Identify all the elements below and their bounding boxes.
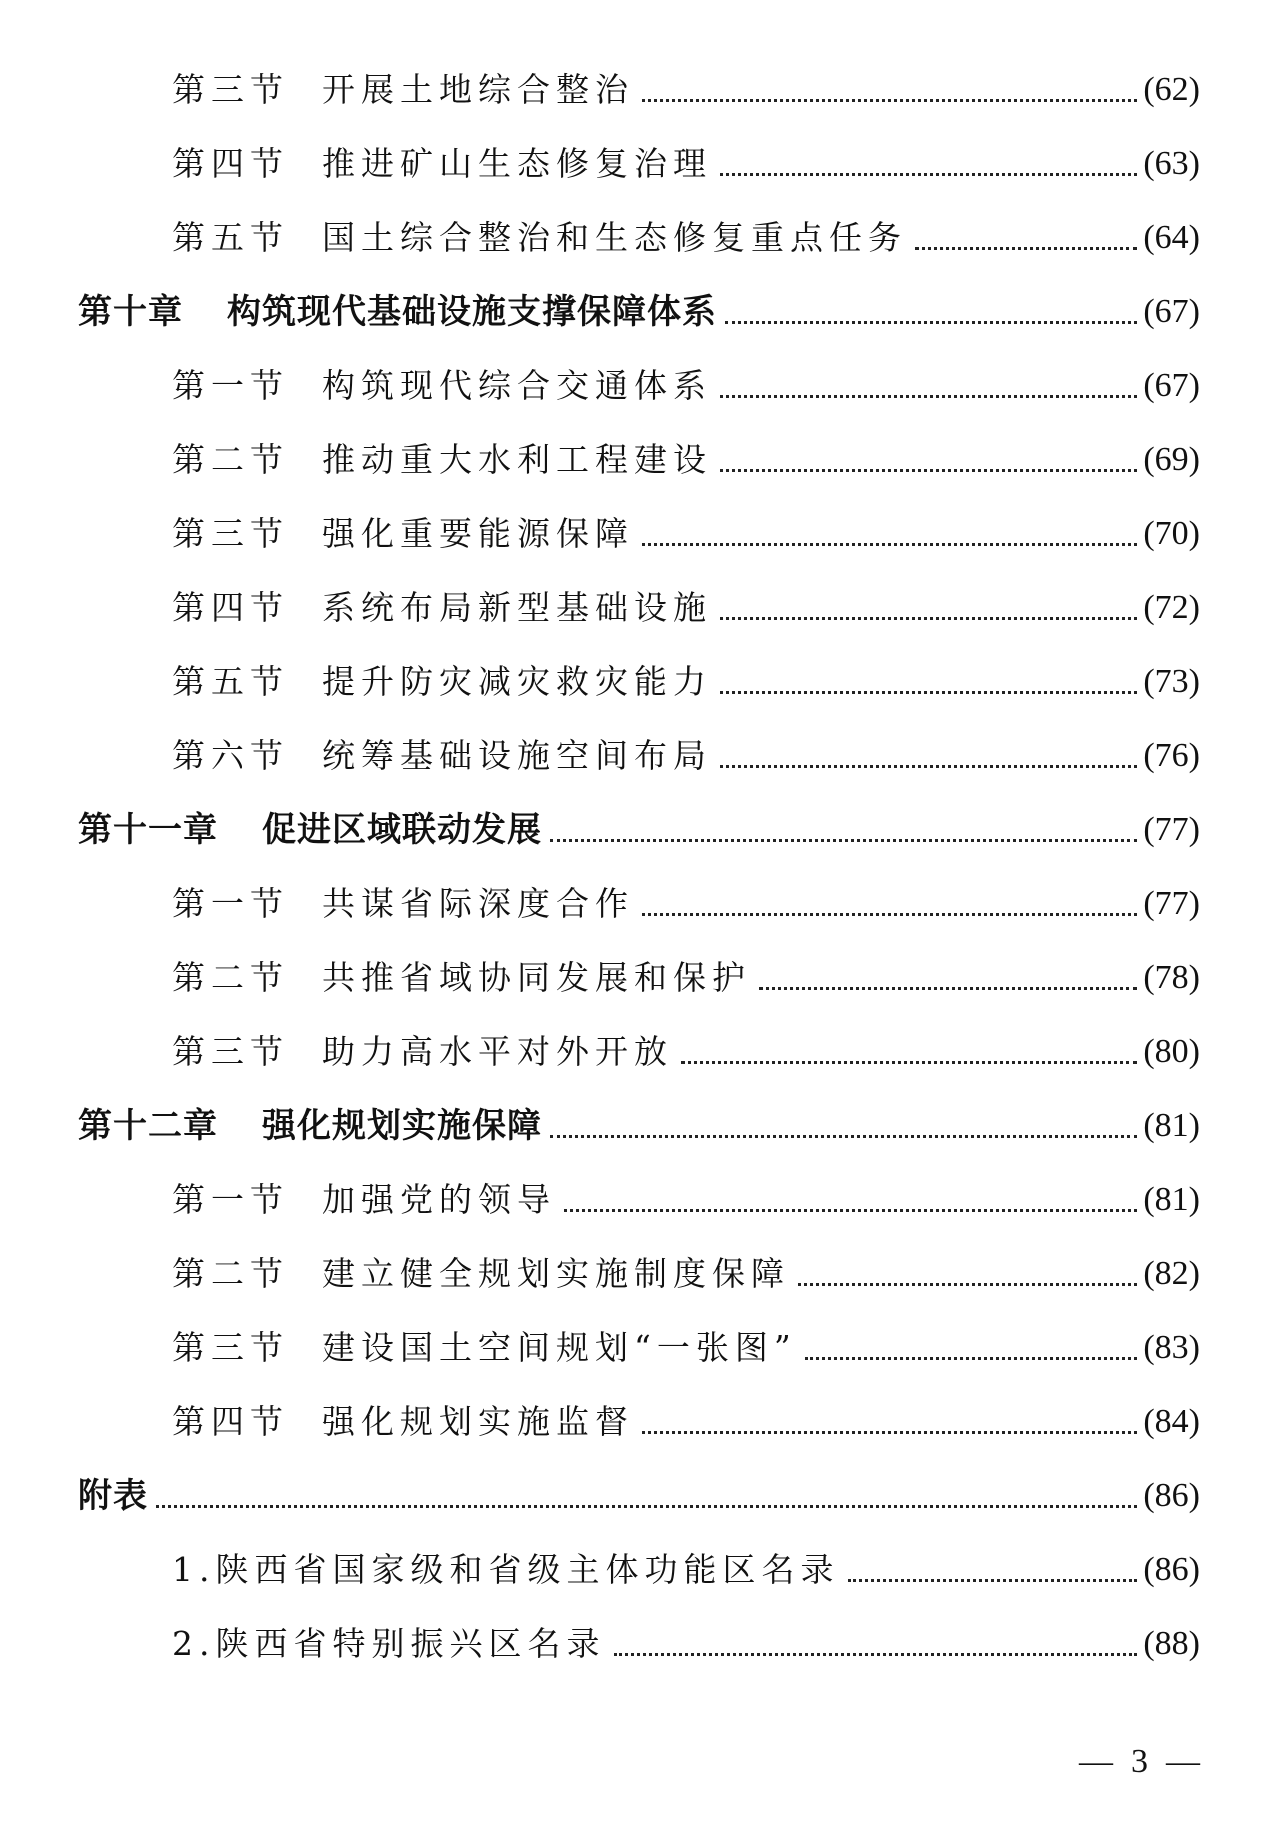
entry-title: 系统布局新型基础设施 — [322, 588, 712, 627]
dot-leader — [550, 838, 1137, 842]
toc-entry-section[interactable] — [172, 338, 1200, 408]
toc-entry-section[interactable] — [172, 412, 1200, 482]
entry-page-number: (84) — [1143, 1403, 1200, 1440]
toc-entry-chapter[interactable] — [78, 782, 1200, 852]
footer-page-number: 3 — [1131, 1743, 1148, 1780]
entry-page-number: (77) — [1143, 885, 1200, 922]
dot-leader — [848, 1578, 1138, 1582]
entry-title: 推进矿山生态修复治理 — [322, 144, 712, 183]
entry-label: 第一节 — [172, 884, 289, 923]
chapter-label: 第十一章 — [78, 810, 218, 850]
entry-label: 第三节 — [172, 514, 289, 553]
entry-label: 第一节 — [172, 366, 289, 405]
dot-leader — [720, 468, 1137, 472]
entry-page-number: (67) — [1143, 293, 1200, 330]
dot-leader — [915, 246, 1137, 250]
footer-dash-left: — — [1079, 1743, 1113, 1780]
toc-entry-section[interactable] — [172, 486, 1200, 556]
chapter-title: 构筑现代基础设施支撑保障体系 — [227, 292, 717, 332]
entry-page-number: (70) — [1143, 515, 1200, 552]
entry-title: 强化规划实施监督 — [322, 1402, 634, 1441]
toc-entry-appendix-item[interactable] — [172, 1596, 1200, 1666]
entry-label: 第四节 — [172, 1402, 289, 1441]
page-footer — [1079, 1740, 1200, 1784]
entry-page-number: (88) — [1143, 1625, 1200, 1662]
toc-entry-section[interactable] — [172, 634, 1200, 704]
entry-page-number: (77) — [1143, 811, 1200, 848]
entry-label: 第三节 — [172, 70, 289, 109]
dot-leader — [725, 320, 1137, 324]
entry-title: 开展土地综合整治 — [322, 70, 634, 109]
dot-leader — [642, 912, 1137, 916]
toc-entry-appendix-item[interactable] — [172, 1522, 1200, 1592]
toc-entry-section[interactable] — [172, 116, 1200, 186]
entry-title: 助力高水平对外开放 — [322, 1032, 673, 1071]
toc-entry-section[interactable] — [172, 1374, 1200, 1444]
entry-title: 1.陕西省国家级和省级主体功能区名录 — [172, 1550, 840, 1589]
dot-leader — [156, 1504, 1137, 1508]
dot-leader — [720, 690, 1137, 694]
entry-page-number: (82) — [1143, 1255, 1200, 1292]
toc-entry-section[interactable] — [172, 856, 1200, 926]
footer-dash-right: — — [1166, 1743, 1200, 1780]
entry-page-number: (73) — [1143, 663, 1200, 700]
chapter-label: 第十二章 — [78, 1106, 218, 1146]
toc-entry-appendix[interactable] — [78, 1448, 1200, 1518]
dot-leader — [681, 1060, 1137, 1064]
entry-title: 加强党的领导 — [322, 1180, 556, 1219]
entry-label: 第五节 — [172, 662, 289, 701]
entry-title: 国土综合整治和生态修复重点任务 — [322, 218, 907, 257]
toc-entry-section[interactable] — [172, 42, 1200, 112]
toc-entry-section[interactable] — [172, 190, 1200, 260]
toc-entry-chapter[interactable] — [78, 1078, 1200, 1148]
toc-entry-section[interactable] — [172, 1004, 1200, 1074]
entry-page-number: (63) — [1143, 145, 1200, 182]
toc-entry-chapter[interactable] — [78, 264, 1200, 334]
entry-title: 建设国土空间规划“一张图” — [322, 1328, 797, 1367]
entry-label: 第三节 — [172, 1328, 289, 1367]
dot-leader — [798, 1282, 1137, 1286]
entry-label: 第二节 — [172, 440, 289, 479]
dot-leader — [614, 1652, 1138, 1656]
chapter-label: 第十章 — [78, 292, 183, 332]
chapter-title: 强化规划实施保障 — [262, 1106, 542, 1146]
entry-page-number: (69) — [1143, 441, 1200, 478]
entry-title: 推动重大水利工程建设 — [322, 440, 712, 479]
entry-title: 构筑现代综合交通体系 — [322, 366, 712, 405]
entry-label: 第三节 — [172, 1032, 289, 1071]
toc-entry-section[interactable] — [172, 560, 1200, 630]
entry-label: 第一节 — [172, 1180, 289, 1219]
entry-label: 第四节 — [172, 588, 289, 627]
entry-page-number: (72) — [1143, 589, 1200, 626]
dot-leader — [759, 986, 1137, 990]
entry-page-number: (76) — [1143, 737, 1200, 774]
toc-entry-section[interactable] — [172, 1300, 1200, 1370]
entry-label: 第四节 — [172, 144, 289, 183]
dot-leader — [720, 616, 1137, 620]
dot-leader — [720, 172, 1137, 176]
appendix-label: 附表 — [78, 1476, 148, 1516]
entry-page-number: (78) — [1143, 959, 1200, 996]
entry-page-number: (81) — [1143, 1181, 1200, 1218]
entry-title: 提升防灾减灾救灾能力 — [322, 662, 712, 701]
dot-leader — [550, 1134, 1137, 1138]
toc-entry-section[interactable] — [172, 708, 1200, 778]
entry-page-number: (86) — [1143, 1551, 1200, 1588]
dot-leader — [642, 542, 1137, 546]
dot-leader — [805, 1356, 1138, 1360]
dot-leader — [642, 1430, 1137, 1434]
dot-leader — [564, 1208, 1137, 1212]
entry-page-number: (62) — [1143, 71, 1200, 108]
entry-title: 强化重要能源保障 — [322, 514, 634, 553]
entry-label: 第二节 — [172, 1254, 289, 1293]
entry-page-number: (67) — [1143, 367, 1200, 404]
entry-page-number: (81) — [1143, 1107, 1200, 1144]
dot-leader — [720, 394, 1137, 398]
toc-entry-section[interactable] — [172, 1226, 1200, 1296]
entry-page-number: (86) — [1143, 1477, 1200, 1514]
dot-leader — [642, 98, 1137, 102]
entry-page-number: (64) — [1143, 219, 1200, 256]
entry-page-number: (83) — [1143, 1329, 1200, 1366]
entry-page-number: (80) — [1143, 1033, 1200, 1070]
toc-entry-section[interactable] — [172, 1152, 1200, 1222]
toc-entry-section[interactable] — [172, 930, 1200, 1000]
entry-title: 2.陕西省特别振兴区名录 — [172, 1624, 606, 1663]
entry-label: 第二节 — [172, 958, 289, 997]
entry-label: 第五节 — [172, 218, 289, 257]
entry-title: 共推省域协同发展和保护 — [322, 958, 751, 997]
entry-label: 第六节 — [172, 736, 289, 775]
entry-title: 统筹基础设施空间布局 — [322, 736, 712, 775]
chapter-title: 促进区域联动发展 — [262, 810, 542, 850]
dot-leader — [720, 764, 1137, 768]
entry-title: 共谋省际深度合作 — [322, 884, 634, 923]
entry-title: 建立健全规划实施制度保障 — [322, 1254, 790, 1293]
